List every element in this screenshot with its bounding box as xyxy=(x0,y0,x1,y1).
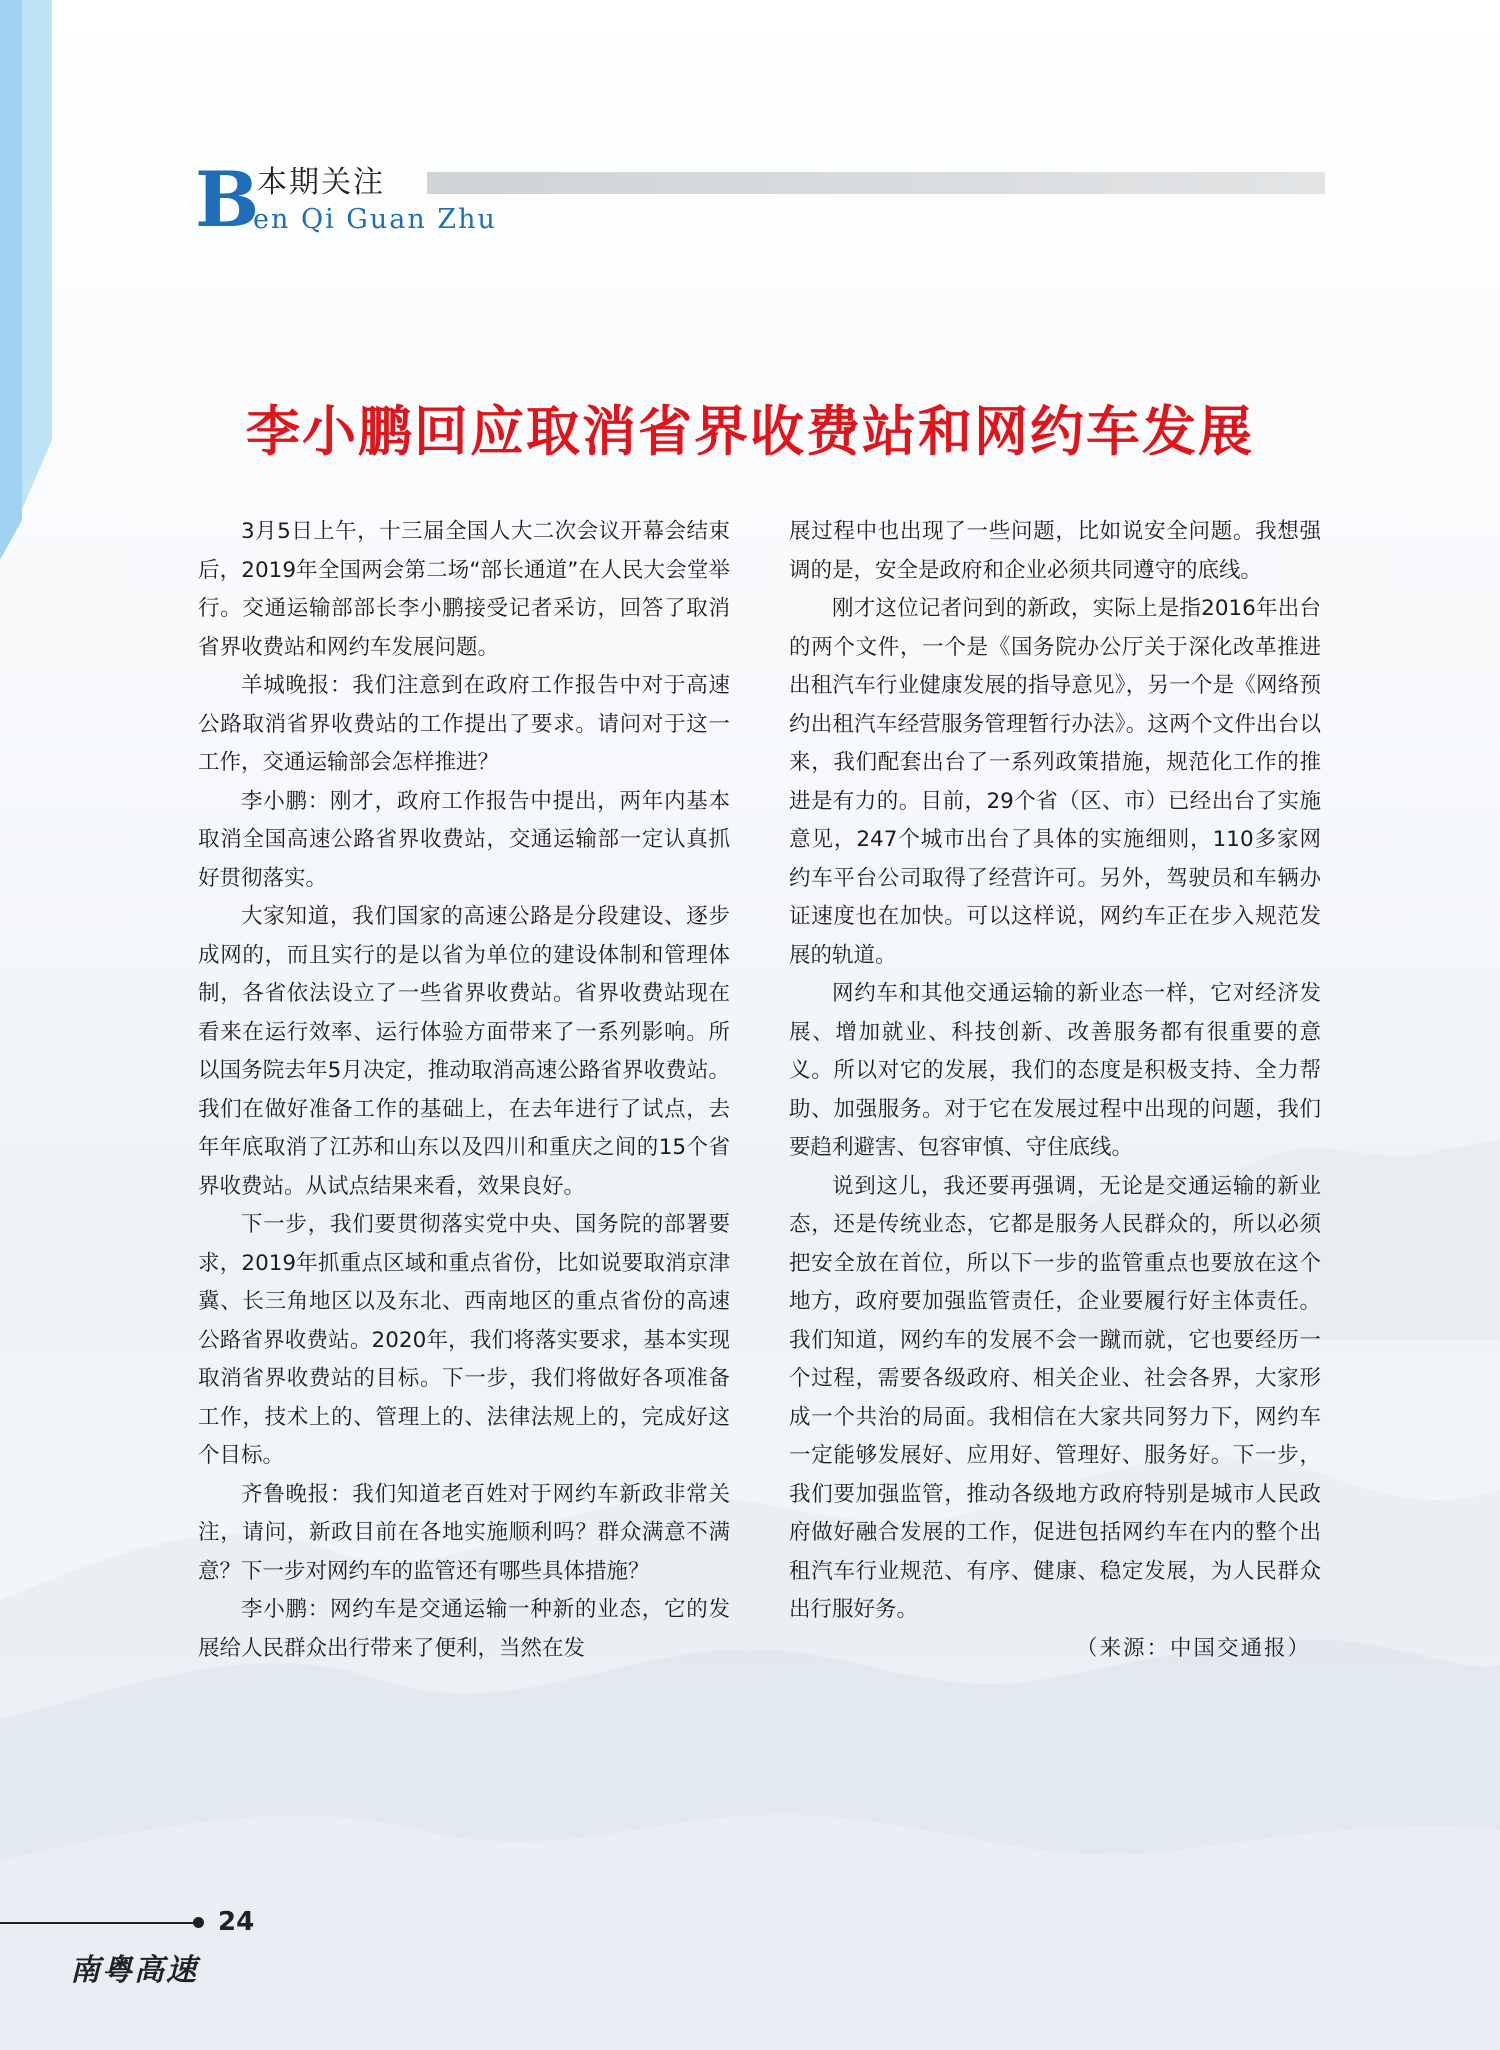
section-pinyin: en Qi Guan Zhu xyxy=(253,204,497,235)
paragraph: 羊城晚报：我们注意到在政府工作报告中对于高速公路取消省界收费站的工作提出了要求。请问对于这一工作，交通运输部会怎样推进？ xyxy=(198,673,730,775)
page-number: 24 xyxy=(218,1907,255,1937)
section-title: 本期关注 xyxy=(257,165,385,200)
article-source: （来源：中国交通报） xyxy=(1075,1635,1311,1661)
article-left-column xyxy=(198,513,730,1668)
paragraph: 李小鹏：网约车是交通运输一种新的业态，它的发展给人民群众出行带来了便利，当然在发 xyxy=(198,1597,730,1661)
section-initial-letter: B xyxy=(195,155,260,244)
paragraph: 刚才这位记者问到的新政，实际上是指2016年出台的两个文件，一个是《国务院办公厅关于深化改革推进出租汽车行业健康发展的指导意见》，另一个是《网络预约出租汽车经营服务管理暂行办法》。这两个文件出台以来，我们配套出台了一系列政策措施，规范化工作的推进是有力的。目前，29个省（区、市）已经出台了实施意见，247个城市出台了具体的实施细则，110多家网约车平台公司取得了经营许可。另外，驾驶员和车辆办证速度也在加快。可以这样说，网约车正在步入规范发展的轨道。 xyxy=(789,596,1321,968)
article-title: 李小鹏回应取消省界收费站和网约车发展 xyxy=(246,399,1254,464)
paragraph: 大家知道，我们国家的高速公路是分段建设、逐步成网的，而且实行的是以省为单位的建设体制和管理体制，各省依法设立了一些省界收费站。省界收费站现在看来在运行效率、运行体验方面带来了一系列影响。所以国务院去年5月决定，推动取消高速公路省界收费站。我们在做好准备工作的基础上，在去年进行了试点，去年年底取消了江苏和山东以及四川和重庆之间的15个省界收费站。从试点结果来看，效果良好。 xyxy=(198,904,730,1199)
article-right-column xyxy=(789,513,1321,1668)
section-title-bar xyxy=(427,172,1325,194)
corner-decoration xyxy=(0,0,60,560)
paragraph: 网约车和其他交通运输的新业态一样，它对经济发展、增加就业、科技创新、改善服务都有很重要的意义。所以对它的发展，我们的态度是积极支持、全力帮助、加强服务。对于它在发展过程中出现的问题，我们要趋利避害、包容审慎、守住底线。 xyxy=(789,981,1321,1160)
paragraph: 3月5日上午，十三届全国人大二次会议开幕会结束后，2019年全国两会第二场“部长通道”在人民大会堂举行。交通运输部部长李小鹏接受记者采访，回答了取消省界收费站和网约车发展问题。 xyxy=(198,519,730,660)
paragraph-continuation: 展过程中也出现了一些问题，比如说安全问题。我想强调的是，安全是政府和企业必须共同遵守的底线。 xyxy=(789,519,1321,583)
magazine-logo: 南粤高速 xyxy=(70,1953,198,1988)
paragraph: 说到这儿，我还要再强调，无论是交通运输的新业态，还是传统业态，它都是服务人民群众的，所以必须把安全放在首位，所以下一步的监管重点也要放在这个地方，政府要加强监管责任，企业要履行好主体责任。我们知道，网约车的发展不会一蹴而就，它也要经历一个过程，需要各级政府、相关企业、社会各界，大家形成一个共治的局面。我相信在大家共同努力下，网约车一定能够发展好、应用好、管理好、服务好。下一步，我们要加强监管，推动各级地方政府特别是城市人民政府做好融合发展的工作，促进包括网约车在内的整个出租汽车行业规范、有序、健康、稳定发展，为人民群众出行服好务。 xyxy=(789,1173,1321,1622)
paragraph: 齐鲁晚报：我们知道老百姓对于网约车新政非常关注，请问，新政目前在各地实施顺利吗？群众满意不满意？下一步对网约车的监管还有哪些具体措施？ xyxy=(198,1481,730,1584)
footer-rule xyxy=(0,1922,195,1924)
footer-bullet xyxy=(193,1917,204,1928)
section-header xyxy=(195,155,1325,244)
paragraph: 下一步，我们要贯彻落实党中央、国务院的部署要求，2019年抓重点区域和重点省份，比如说要取消京津冀、长三角地区以及东北、西南地区的重点省份的高速公路省界收费站。2020年，我们将落实要求，基本实现取消省界收费站的目标。下一步，我们将做好各项准备工作，技术上的、管理上的、法律法规上的，完成好这个目标。 xyxy=(198,1212,730,1468)
paragraph: 李小鹏：刚才，政府工作报告中提出，两年内基本取消全国高速公路省界收费站，交通运输部一定认真抓好贯彻落实。 xyxy=(198,788,730,891)
